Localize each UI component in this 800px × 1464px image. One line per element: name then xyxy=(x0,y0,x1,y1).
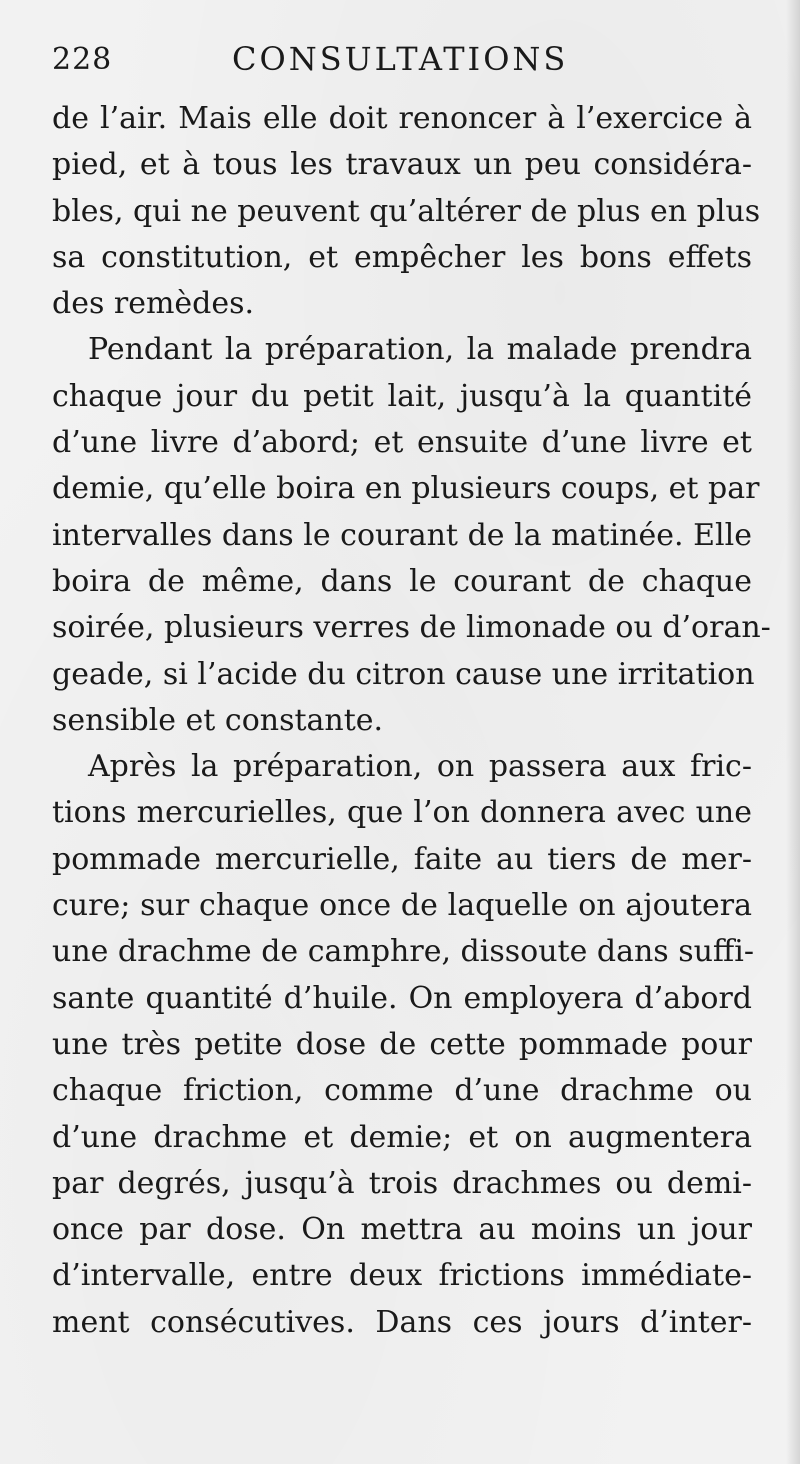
text-line: cure; sur chaque once de laquelle on ajoutera xyxy=(52,888,752,924)
page-number: 228 xyxy=(52,42,113,77)
text-line: sante quantité d’huile. On employera d’abord xyxy=(52,980,752,1016)
text-line: pied, et à tous les travaux un peu considéra- xyxy=(52,147,752,183)
page-header xyxy=(52,40,752,88)
text-line: geade, si l’acide du citron cause une irritation xyxy=(52,656,755,692)
text-line: de l’air. Mais elle doit renoncer à l’exercice à xyxy=(52,101,752,136)
text-line: demie, qu’elle boira en plusieurs coups, et par xyxy=(52,471,760,507)
text-line: une drachme de camphre, dissoute dans suffi- xyxy=(52,934,754,970)
paragraph-first-line: Après la préparation, on passera aux fric- xyxy=(88,749,752,785)
page-edge-shadow xyxy=(786,0,800,1464)
text-line: pommade mercurielle, faite au tiers de mer- xyxy=(52,841,752,877)
text-line: chaque jour du petit lait, jusqu’à la quantité xyxy=(52,378,752,414)
text-line: des remèdes. xyxy=(52,286,255,322)
text-line: tions mercurielles, que l’on donnera avec une xyxy=(52,795,752,831)
text-line: chaque friction, comme d’une drachme ou xyxy=(52,1073,752,1109)
text-line: d’une livre d’abord; et ensuite d’une livre et xyxy=(52,425,752,461)
text-line: une très petite dose de cette pommade pour xyxy=(52,1026,752,1062)
paragraph-first-line: Pendant la préparation, la malade prendra xyxy=(88,332,752,368)
text-line: d’une drachme et demie; et on augmentera xyxy=(52,1119,752,1155)
text-line: bles, qui ne peuvent qu’altérer de plus en plus xyxy=(52,193,761,229)
text-line: sa constitution, et empêcher les bons effets xyxy=(52,239,752,275)
text-line: soirée, plusieurs verres de limonade ou d’oran- xyxy=(52,610,771,646)
text-line: ment consécutives. Dans ces jours d’inter- xyxy=(52,1304,752,1340)
text-line: sensible et constante. xyxy=(52,702,384,738)
body-text xyxy=(52,96,771,1346)
text-line: d’intervalle, entre deux frictions immédiate- xyxy=(52,1258,752,1294)
text-line: intervalles dans le courant de la matinée. Elle xyxy=(52,517,752,553)
text-line: par degrés, jusqu’à trois drachmes ou demi- xyxy=(52,1165,752,1201)
running-title: CONSULTATIONS xyxy=(232,40,569,78)
text-line: boira de même, dans le courant de chaque xyxy=(52,563,752,599)
text-line: once par dose. On mettra au moins un jour xyxy=(52,1212,752,1248)
